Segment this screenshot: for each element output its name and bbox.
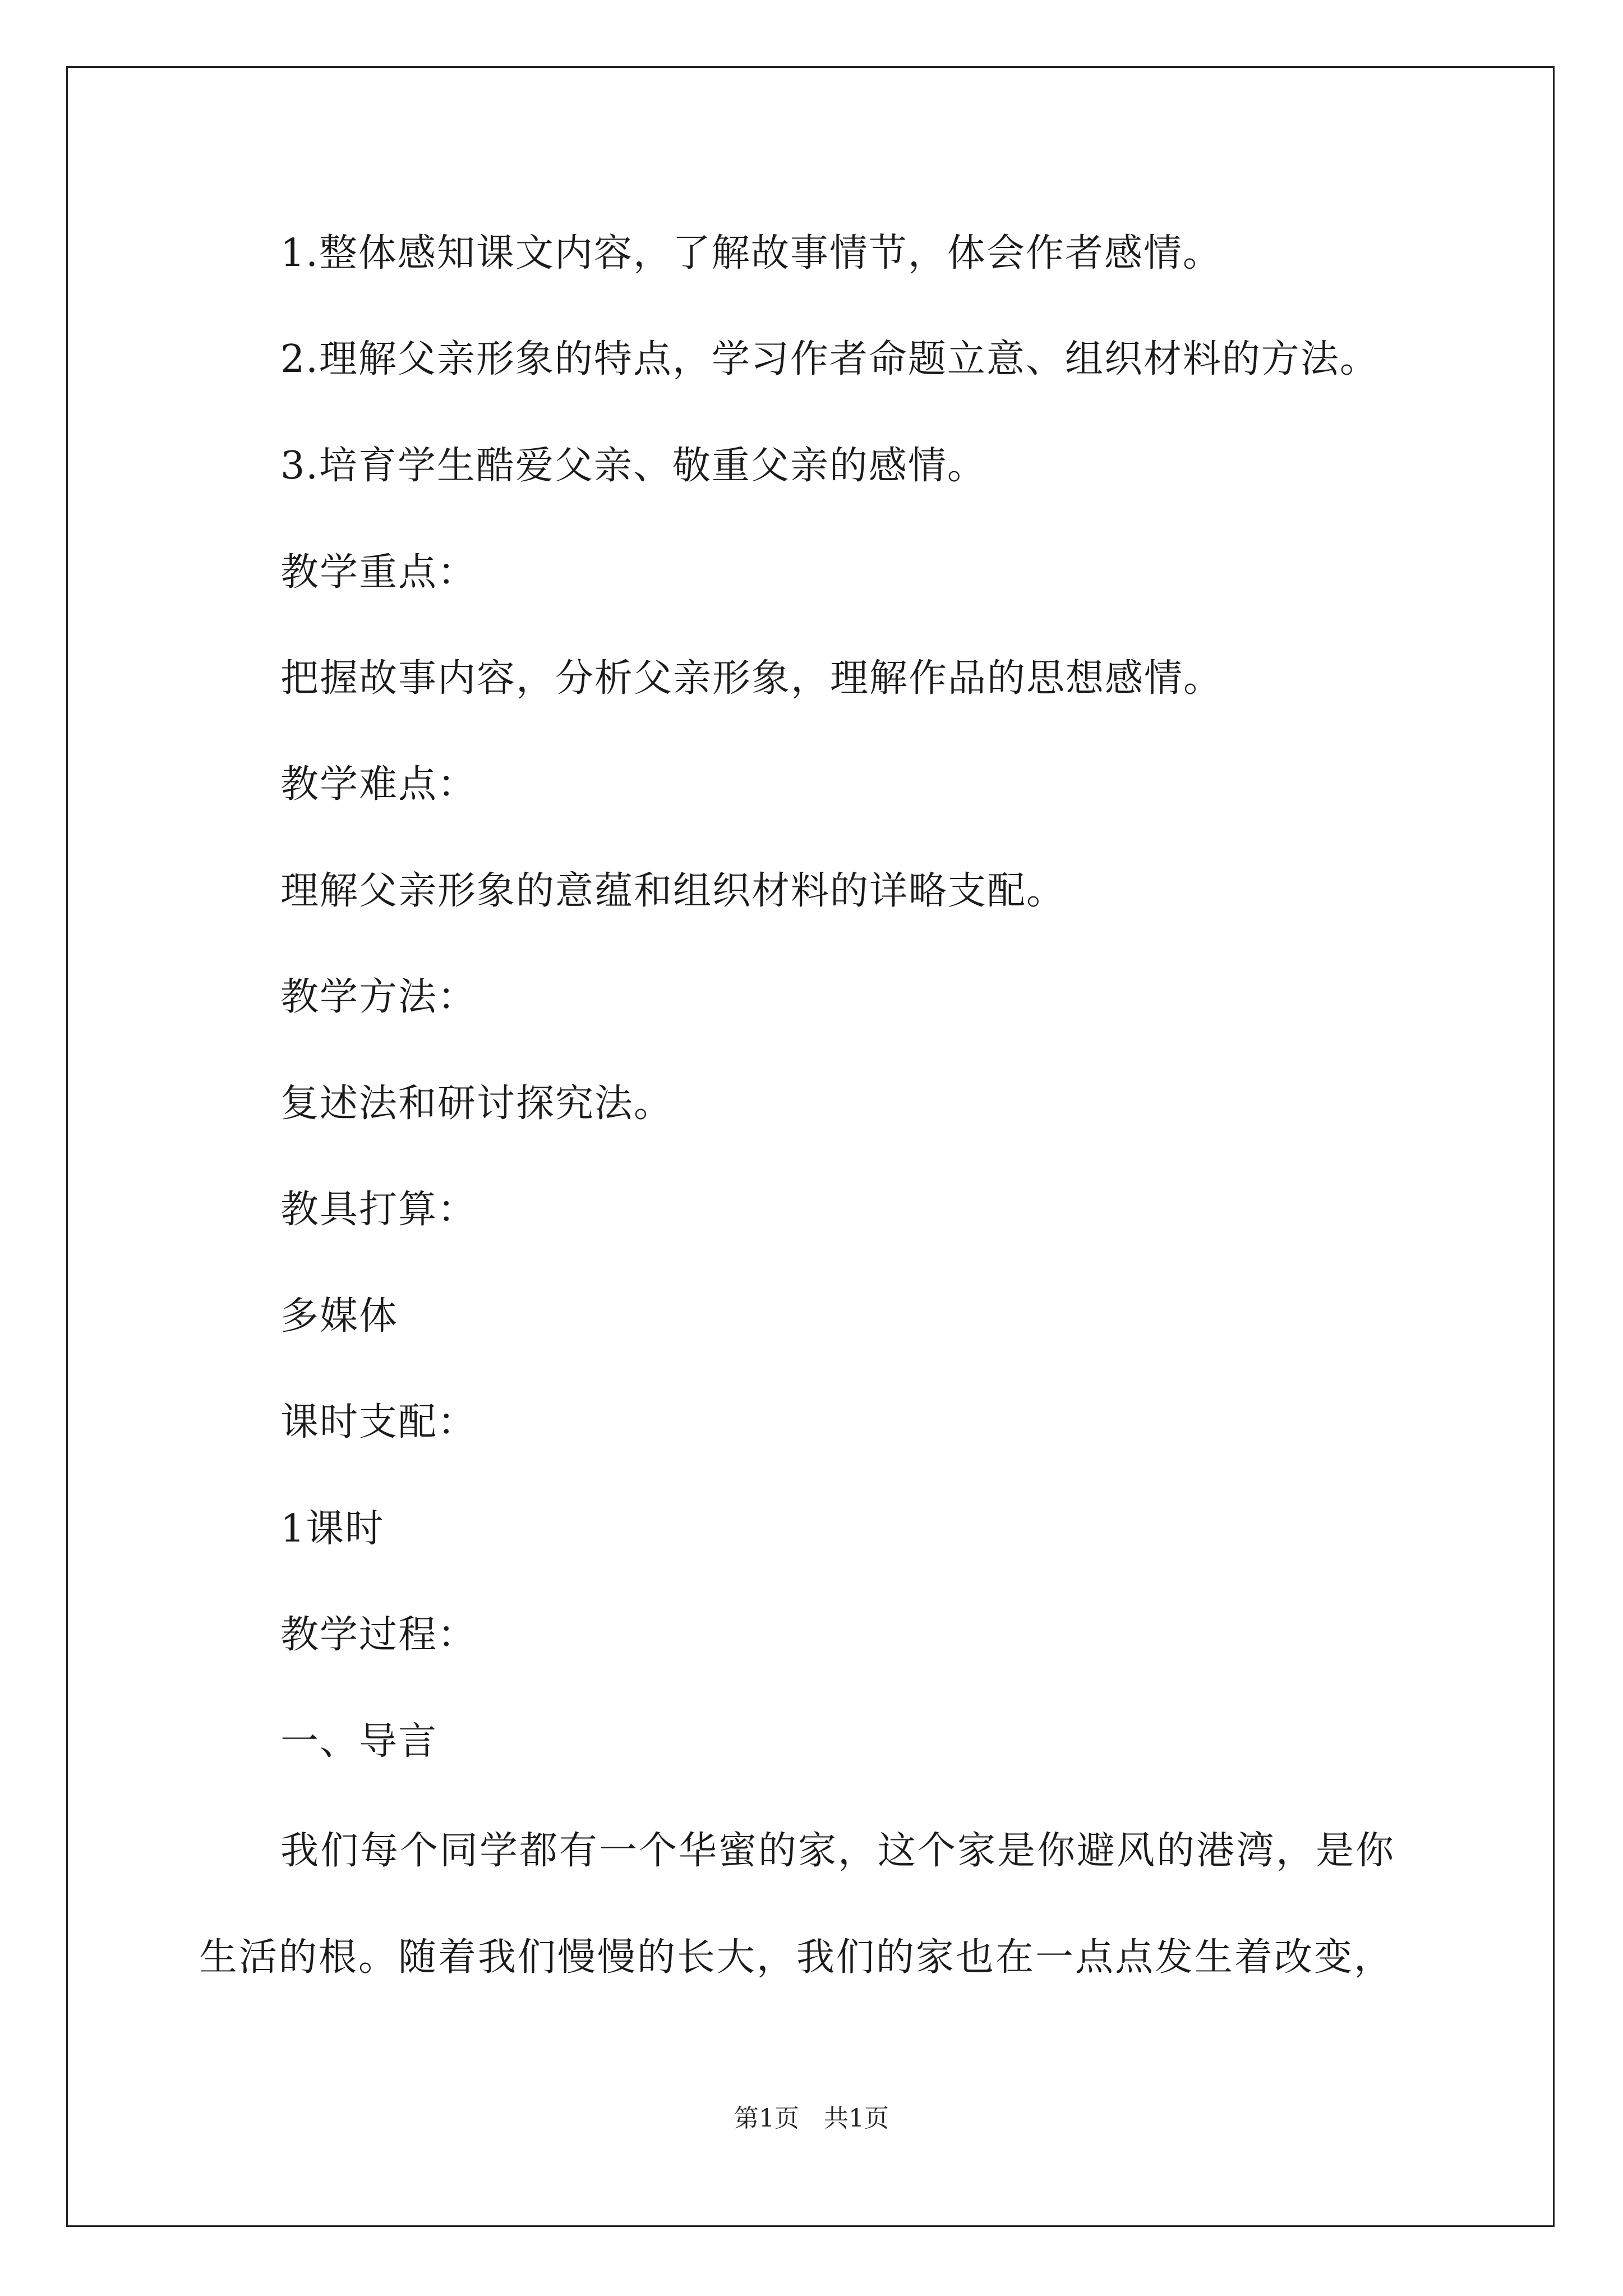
section-introduction: 一、导言: [280, 1719, 438, 1764]
objective-2: 2.理解父亲形象的特点，学习作者命题立意、组织材料的方法。: [280, 337, 1379, 381]
class-hours-text: 1课时: [280, 1507, 385, 1551]
heading-difficulties: 教学难点：: [280, 762, 477, 807]
introduction-text: 我们每个同学都有一个华蜜的家，这个家是你避风的港湾，是你生活的根。随着我们慢慢的长大，我们的家也在一点点发生着改变，: [199, 1829, 1396, 1980]
methods-text: 复述法和研讨探究法。: [280, 1082, 674, 1126]
heading-teaching-aids: 教具打算：: [280, 1188, 477, 1232]
objective-1: 1.整体感知课文内容，了解故事情节，体会作者感情。: [280, 231, 1222, 275]
heading-process: 教学过程：: [280, 1613, 477, 1657]
heading-methods: 教学方法：: [280, 975, 477, 1019]
page-footer: 第1页 共1页: [734, 2104, 889, 2133]
objective-3: 3.培育学生酷爱父亲、敬重父亲的感情。: [280, 444, 986, 488]
key-points-text: 把握故事内容，分析父亲形象，理解作品的思想感情。: [280, 656, 1223, 701]
teaching-aids-text: 多媒体: [280, 1294, 399, 1338]
heading-key-points: 教学重点：: [280, 550, 477, 595]
difficulties-text: 理解父亲形象的意蕴和组织材料的详略支配。: [280, 869, 1066, 913]
heading-class-hours: 课时支配：: [280, 1400, 477, 1444]
